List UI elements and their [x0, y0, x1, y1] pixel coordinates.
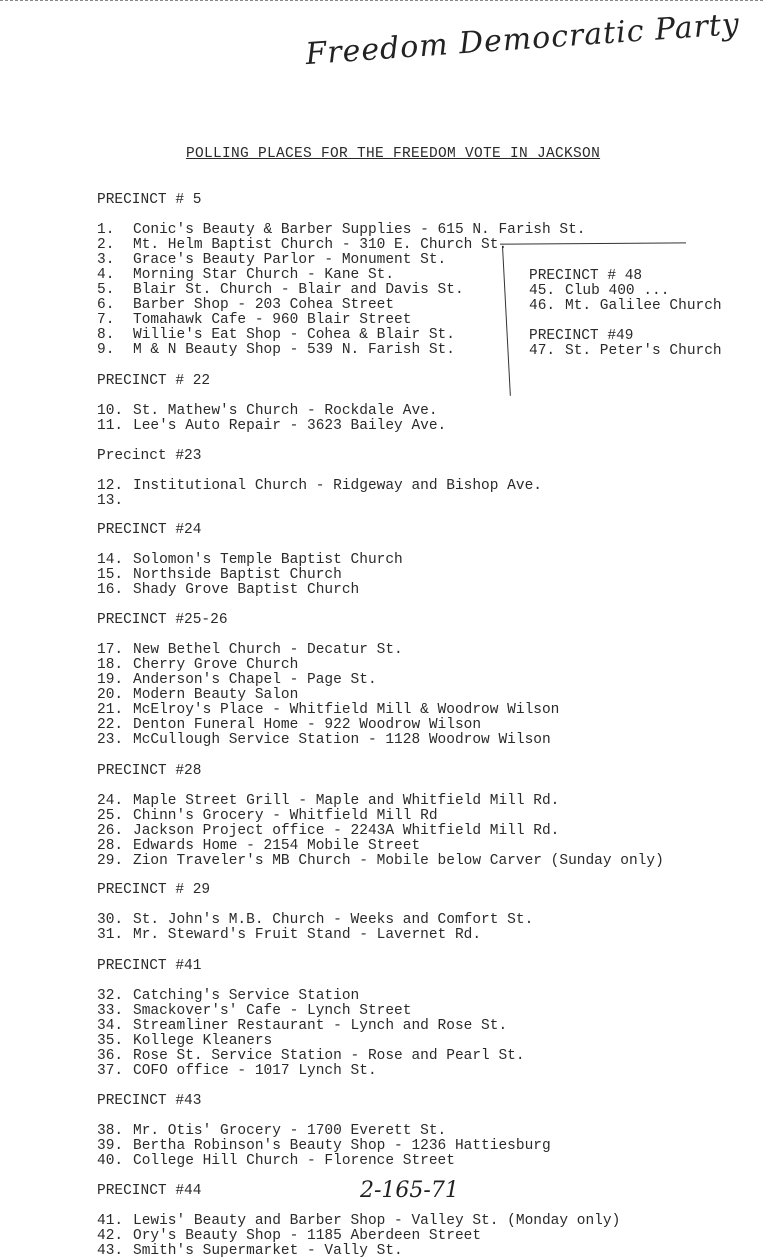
polling-place-item: [97, 703, 559, 718]
precinct-section: [97, 764, 664, 869]
item-text: Zion Traveler's MB Church - Mobile below Carver (Sunday only): [133, 853, 664, 869]
polling-place-item: [97, 809, 664, 824]
item-text: Edwards Home - 2154 Mobile Street: [133, 838, 421, 854]
item-number: 29.: [97, 853, 124, 869]
item-number: 2.: [97, 237, 115, 253]
polling-place-item: [97, 643, 559, 658]
precinct-section: [97, 613, 559, 748]
item-number: 13.: [97, 493, 124, 509]
item-text: Cherry Grove Church: [133, 657, 299, 673]
polling-place-item: [97, 989, 525, 1004]
item-number: 41.: [97, 1213, 124, 1229]
precinct-header: PRECINCT # 22: [97, 373, 211, 389]
handwritten-title: Freedom Democratic Party: [304, 6, 742, 73]
item-number: 46.: [529, 298, 556, 314]
item-number: 1.: [97, 222, 115, 238]
polling-place-item: [97, 854, 664, 869]
item-text: McCullough Service Station - 1128 Woodrow Wilson: [133, 732, 551, 748]
polling-place-item: [97, 343, 585, 358]
polling-place-item: [97, 419, 446, 434]
precinct-header: PRECINCT #44: [97, 1183, 202, 1199]
item-number: 16.: [97, 582, 124, 598]
item-number: 22.: [97, 717, 124, 733]
polling-place-item: [97, 1019, 525, 1034]
item-text: COFO office - 1017 Lynch St.: [133, 1063, 377, 1079]
polling-place-item: [97, 839, 664, 854]
polling-place-item: [97, 1229, 620, 1244]
item-text: Shady Grove Baptist Church: [133, 582, 360, 598]
item-text: Jackson Project office - 2243A Whitfield Mill Rd.: [133, 823, 560, 839]
precinct-section: [97, 523, 403, 598]
item-text: Modern Beauty Salon: [133, 687, 299, 703]
polling-place-item: [97, 494, 542, 509]
item-number: 24.: [97, 793, 124, 809]
item-text: Blair St. Church - Blair and Davis St.: [133, 282, 464, 298]
polling-place-item: [97, 328, 585, 343]
item-text: M & N Beauty Shop - 539 N. Farish St.: [133, 342, 455, 358]
polling-place-item: [97, 1004, 525, 1019]
polling-place-item: [529, 284, 722, 299]
polling-place-item: [97, 298, 585, 313]
precinct-header: PRECINCT # 5: [97, 192, 202, 208]
item-number: 39.: [97, 1138, 124, 1154]
item-number: 33.: [97, 1003, 124, 1019]
item-text: St. Peter's Church: [565, 343, 722, 359]
precinct-header: PRECINCT #49: [529, 328, 634, 344]
polling-place-item: [97, 283, 585, 298]
polling-place-item: [97, 794, 664, 809]
item-text: Lewis' Beauty and Barber Shop - Valley St. (Monday only): [133, 1213, 621, 1229]
item-text: Northside Baptist Church: [133, 567, 342, 583]
polling-place-item: [97, 223, 585, 238]
item-number: 14.: [97, 552, 124, 568]
precinct-section: [97, 1184, 620, 1259]
document-title: POLLING PLACES FOR THE FREEDOM VOTE IN JACKSON: [186, 146, 601, 162]
item-number: 18.: [97, 657, 124, 673]
item-number: 25.: [97, 808, 124, 824]
item-text: Willie's Eat Shop - Cohea & Blair St.: [133, 327, 455, 343]
precinct-section: [529, 329, 722, 359]
item-number: 32.: [97, 988, 124, 1004]
precinct-header: PRECINCT #28: [97, 763, 202, 779]
precinct-section: [97, 883, 533, 943]
item-number: 47.: [529, 343, 556, 359]
precinct-section: [97, 449, 542, 509]
item-text: Lee's Auto Repair - 3623 Bailey Ave.: [133, 418, 447, 434]
item-number: 38.: [97, 1123, 124, 1139]
polling-place-item: [97, 553, 403, 568]
polling-place-item: [97, 733, 559, 748]
item-text: New Bethel Church - Decatur St.: [133, 642, 403, 658]
item-text: Streamliner Restaurant - Lynch and Rose St.: [133, 1018, 508, 1034]
polling-place-item: [97, 913, 533, 928]
item-text: Grace's Beauty Parlor - Monument St.: [133, 252, 447, 268]
polling-place-item: [97, 1214, 620, 1229]
item-text: Mr. Otis' Grocery - 1700 Everett St.: [133, 1123, 447, 1139]
polling-place-item: [97, 658, 559, 673]
precinct-header: PRECINCT # 29: [97, 882, 211, 898]
item-text: Institutional Church - Ridgeway and Bishop Ave.: [133, 478, 542, 494]
item-text: Ory's Beauty Shop - 1185 Aberdeen Street: [133, 1228, 482, 1244]
polling-place-item: [97, 404, 446, 419]
item-text: Bertha Robinson's Beauty Shop - 1236 Hattiesburg: [133, 1138, 551, 1154]
item-text: Anderson's Chapel - Page St.: [133, 672, 377, 688]
polling-place-item: [97, 1139, 551, 1154]
item-number: 45.: [529, 283, 556, 299]
polling-place-item: [97, 268, 585, 283]
item-text: Kollege Kleaners: [133, 1033, 273, 1049]
polling-place-item: [97, 1154, 551, 1169]
item-number: 15.: [97, 567, 124, 583]
item-number: 19.: [97, 672, 124, 688]
precinct-section: [97, 959, 525, 1079]
polling-place-item: [97, 1124, 551, 1139]
polling-place-item: [97, 313, 585, 328]
item-number: 21.: [97, 702, 124, 718]
item-number: 23.: [97, 732, 124, 748]
item-text: Mt. Galilee Church: [565, 298, 722, 314]
precinct-header: PRECINCT #25-26: [97, 612, 228, 628]
precinct-section: [97, 193, 585, 358]
polling-place-item: [97, 688, 559, 703]
precinct-section: [97, 374, 446, 434]
item-number: 10.: [97, 403, 124, 419]
item-number: 37.: [97, 1063, 124, 1079]
page-edge: [0, 0, 763, 5]
item-text: Barber Shop - 203 Cohea Street: [133, 297, 395, 313]
item-text: St. John's M.B. Church - Weeks and Comfort St.: [133, 912, 534, 928]
item-text: Smith's Supermarket - Vally St.: [133, 1243, 403, 1259]
item-number: 6.: [97, 297, 115, 313]
item-number: 4.: [97, 267, 115, 283]
item-text: Maple Street Grill - Maple and Whitfield Mill Rd.: [133, 793, 560, 809]
handwritten-code: 2-165-71: [360, 1178, 459, 1203]
item-number: 8.: [97, 327, 115, 343]
precinct-header: PRECINCT #43: [97, 1093, 202, 1109]
item-text: Rose St. Service Station - Rose and Pearl St.: [133, 1048, 525, 1064]
item-number: 3.: [97, 252, 115, 268]
item-number: 12.: [97, 478, 124, 494]
item-number: 43.: [97, 1243, 124, 1259]
item-text: Club 400 ...: [565, 283, 670, 299]
precinct-header: Precinct #23: [97, 448, 202, 464]
item-number: 9.: [97, 342, 115, 358]
item-number: 20.: [97, 687, 124, 703]
precinct-section: [97, 1094, 551, 1169]
polling-place-item: [97, 824, 664, 839]
polling-place-item: [97, 1244, 620, 1259]
item-text: Smackover's' Cafe - Lynch Street: [133, 1003, 412, 1019]
item-number: 26.: [97, 823, 124, 839]
polling-place-item: [529, 344, 722, 359]
item-text: Catching's Service Station: [133, 988, 360, 1004]
polling-place-item: [529, 299, 722, 314]
item-number: 5.: [97, 282, 115, 298]
precinct-header: PRECINCT #24: [97, 522, 202, 538]
item-text: St. Mathew's Church - Rockdale Ave.: [133, 403, 438, 419]
item-number: 30.: [97, 912, 124, 928]
precinct-header: PRECINCT #41: [97, 958, 202, 974]
polling-place-item: [97, 928, 533, 943]
polling-place-item: [97, 673, 559, 688]
item-number: 11.: [97, 418, 124, 434]
item-number: 35.: [97, 1033, 124, 1049]
polling-place-item: [97, 1049, 525, 1064]
item-number: 34.: [97, 1018, 124, 1034]
polling-place-item: [97, 238, 585, 253]
item-text: Chinn's Grocery - Whitfield Mill Rd: [133, 808, 438, 824]
precinct-header: PRECINCT # 48: [529, 268, 643, 284]
item-text: Tomahawk Cafe - 960 Blair Street: [133, 312, 412, 328]
item-text: College Hill Church - Florence Street: [133, 1153, 455, 1169]
item-number: 40.: [97, 1153, 124, 1169]
precinct-section: [529, 269, 722, 314]
item-number: 36.: [97, 1048, 124, 1064]
polling-place-item: [97, 583, 403, 598]
item-text: Denton Funeral Home - 922 Woodrow Wilson: [133, 717, 482, 733]
polling-place-item: [97, 568, 403, 583]
polling-place-item: [97, 1034, 525, 1049]
item-text: Mr. Steward's Fruit Stand - Lavernet Rd.: [133, 927, 482, 943]
item-text: Solomon's Temple Baptist Church: [133, 552, 403, 568]
item-number: 42.: [97, 1228, 124, 1244]
item-text: Mt. Helm Baptist Church - 310 E. Church St.: [133, 237, 508, 253]
item-text: Conic's Beauty & Barber Supplies - 615 N. Farish St.: [133, 222, 586, 238]
item-number: 31.: [97, 927, 124, 943]
polling-place-item: [97, 253, 585, 268]
polling-place-item: [97, 1064, 525, 1079]
item-number: 17.: [97, 642, 124, 658]
item-text: McElroy's Place - Whitfield Mill & Woodrow Wilson: [133, 702, 560, 718]
item-number: 28.: [97, 838, 124, 854]
polling-place-item: [97, 718, 559, 733]
item-number: 7.: [97, 312, 115, 328]
polling-place-item: [97, 479, 542, 494]
item-text: Morning Star Church - Kane St.: [133, 267, 395, 283]
